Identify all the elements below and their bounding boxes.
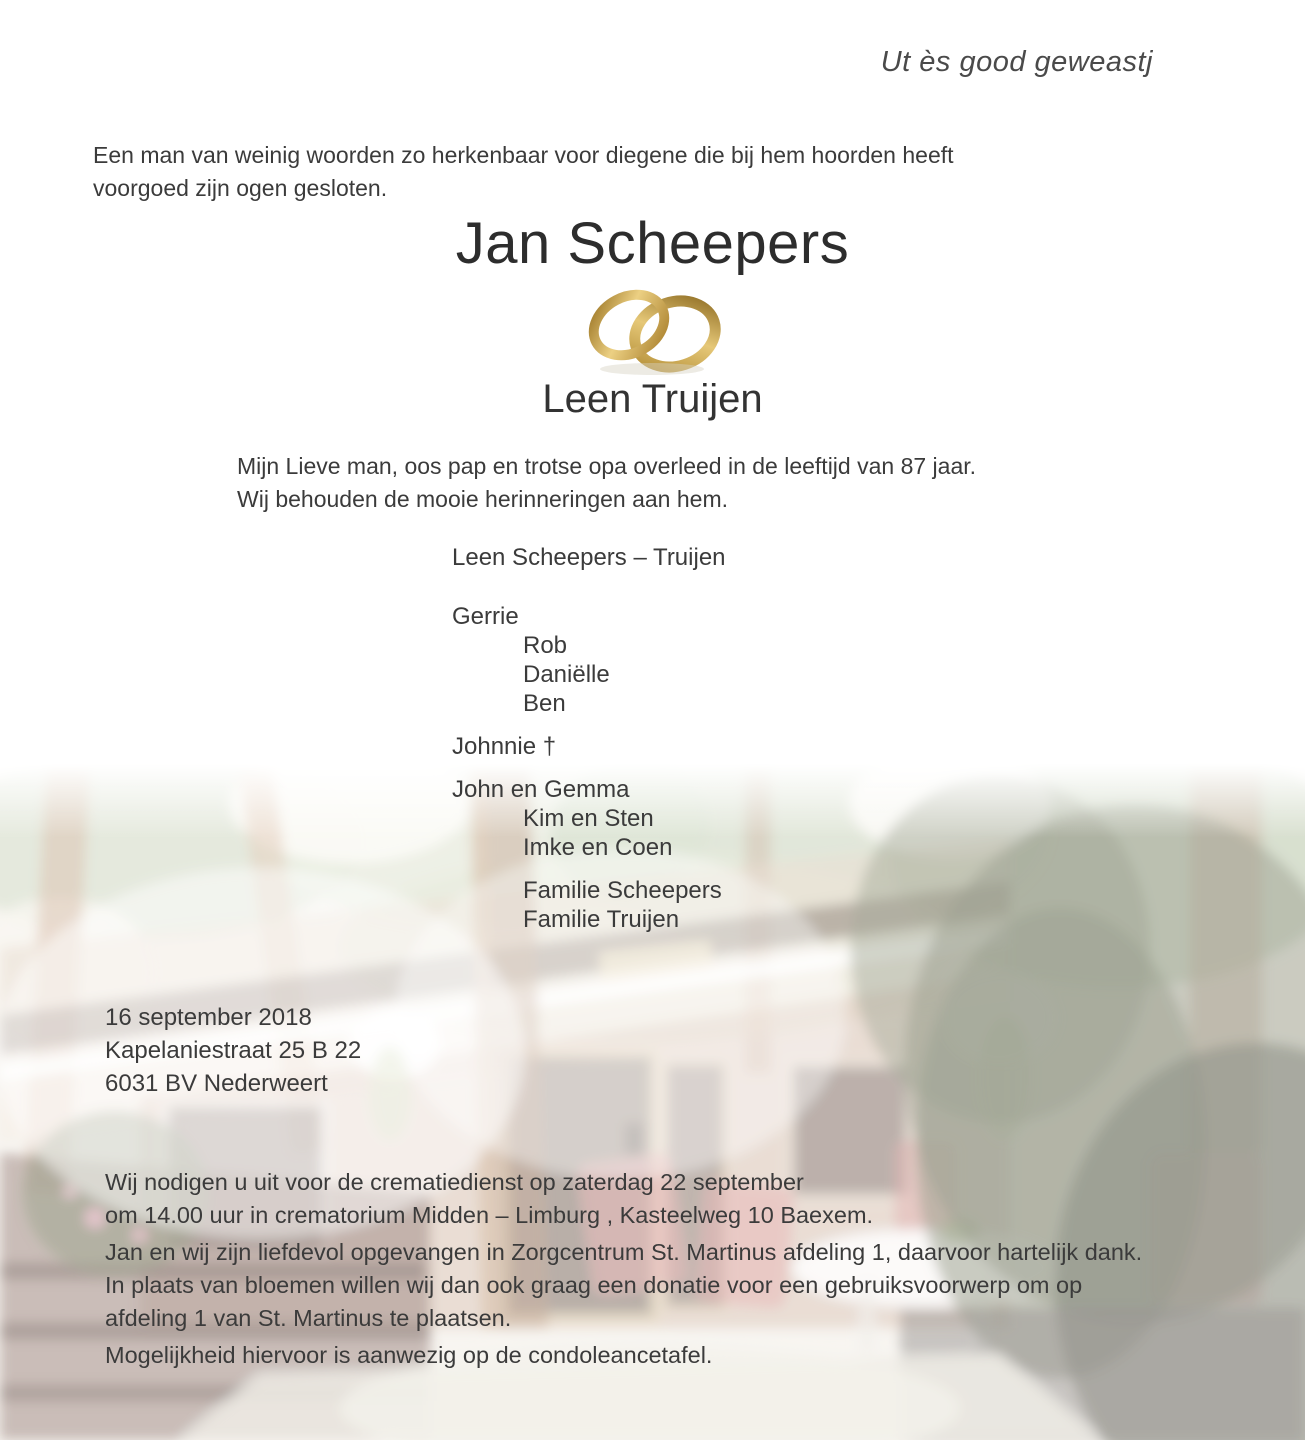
- street-line: Kapelaniestraat 25 B 22: [105, 1037, 362, 1064]
- family-member-name: Familie Scheepers: [523, 877, 722, 904]
- family-member-name: Gerrie: [452, 603, 519, 630]
- intro-line: Een man van weinig woorden zo herkenbaar voor diegene die bij hem hoorden heeft: [93, 142, 954, 168]
- spouse-name: Leen Truijen: [542, 377, 763, 421]
- date-address-block: [105, 1001, 361, 1100]
- intro-paragraph: [93, 139, 954, 205]
- family-member-name: Kim en Sten: [523, 805, 654, 832]
- thanks-paragraph: [105, 1236, 1142, 1335]
- widow-name: Leen Scheepers – Truijen: [452, 544, 726, 571]
- family-member-name: Ben: [523, 690, 566, 717]
- wedding-rings-icon: [582, 281, 724, 377]
- rings-container: [0, 281, 1305, 382]
- dialect-quote: Ut ès good geweastj: [880, 46, 1153, 78]
- family-member-name: Rob: [523, 632, 568, 659]
- ceremony-paragraph: [105, 1166, 873, 1232]
- intro-line: voorgoed zijn ogen gesloten.: [93, 175, 388, 201]
- announcement-line: Mijn Lieve man, oos pap en trotse opa overleed in de leeftijd van 87 jaar.: [237, 453, 977, 479]
- condolence-line: Mogelijkheid hiervoor is aanwezig op de condoleancetafel.: [105, 1342, 713, 1368]
- city-line: 6031 BV Nederweert: [105, 1070, 328, 1097]
- thanks-line: Jan en wij zijn liefdevol opgevangen in Zorgcentrum St. Martinus afdeling 1, daarvoor hartelijk dank.: [105, 1239, 1143, 1265]
- thanks-line: In plaats van bloemen willen wij dan ook graag een donatie voor een gebruiksvoorwerp om op: [105, 1272, 1083, 1298]
- family-member-name: John en Gemma: [452, 776, 630, 803]
- family-member-name: Imke en Coen: [523, 834, 673, 861]
- date-line: 16 september 2018: [105, 1004, 312, 1031]
- deceased-name: Jan Scheepers: [455, 211, 850, 276]
- announcement-line: Wij behouden de mooie herinneringen aan hem.: [237, 486, 728, 512]
- family-member-name: Daniëlle: [523, 661, 610, 688]
- ceremony-line: om 14.00 uur in crematorium Midden – Limburg , Kasteelweg 10 Baexem.: [105, 1202, 874, 1228]
- family-list: [452, 543, 726, 934]
- thanks-line: afdeling 1 van St. Martinus te plaatsen.: [105, 1305, 512, 1331]
- family-member-name: Johnnie †: [452, 733, 557, 760]
- family-member-name: Familie Truijen: [523, 906, 680, 933]
- ceremony-line: Wij nodigen u uit voor de crematiedienst op zaterdag 22 september: [105, 1169, 804, 1195]
- announcement-paragraph: [237, 450, 976, 516]
